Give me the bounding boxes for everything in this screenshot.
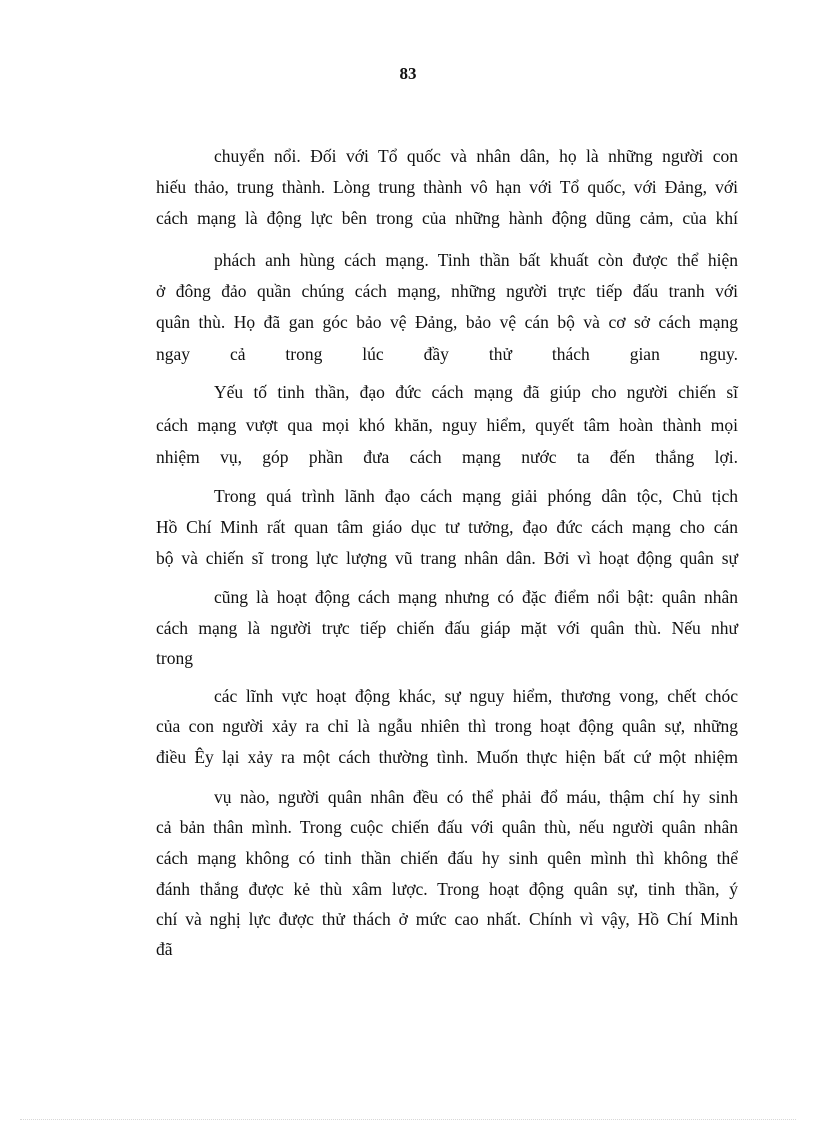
- text-line: điều Êy lại xảy ra một cách thường tình. Muốn thực hiện bất cứ một nhiệm: [156, 747, 738, 767]
- text-line: ở đông đảo quần chúng cách mạng, những người trực tiếp đấu tranh với: [156, 281, 738, 301]
- text-line: cả bản thân mình. Trong cuộc chiến đấu với quân thù, nếu người quân nhân: [156, 817, 738, 837]
- text-line: Hồ Chí Minh rất quan tâm giáo dục tư tưởng, đạo đức cách mạng cho cán: [156, 517, 738, 537]
- text-line: nhiệm vụ, góp phần đưa cách mạng nước ta đến thắng lợi.: [156, 447, 738, 467]
- text-line: hiếu thảo, trung thành. Lòng trung thành vô hạn với Tổ quốc, với Đảng, với: [156, 177, 738, 197]
- page-number: 83: [399, 64, 417, 83]
- text-line: Yếu tố tinh thần, đạo đức cách mạng đã giúp cho người chiến sĩ: [214, 382, 738, 402]
- text-line: cũng là hoạt động cách mạng nhưng có đặc điểm nổi bật: quân nhân: [214, 587, 738, 607]
- text-line: chuyển nổi. Đối với Tổ quốc và nhân dân, họ là những người con: [214, 146, 738, 166]
- text-line: cách mạng không có tinh thần chiến đấu hy sinh quên mình thì không thể: [156, 848, 738, 868]
- page-bottom-border: [20, 1119, 796, 1120]
- text-line: các lĩnh vực hoạt động khác, sự nguy hiểm, thương vong, chết chóc: [214, 686, 738, 706]
- text-line: cách mạng vượt qua mọi khó khăn, nguy hiểm, quyết tâm hoàn thành mọi: [156, 415, 738, 435]
- text-line: chí và nghị lực được thử thách ở mức cao nhất. Chính vì vậy, Hồ Chí Minh: [156, 909, 738, 929]
- text-line: trong: [156, 648, 193, 668]
- text-line: Trong quá trình lãnh đạo cách mạng giải phóng dân tộc, Chủ tịch: [214, 486, 738, 506]
- text-line: bộ và chiến sĩ trong lực lượng vũ trang nhân dân. Bởi vì hoạt động quân sự: [156, 548, 738, 568]
- text-line: cách mạng là người trực tiếp chiến đấu giáp mặt với quân thù. Nếu như: [156, 618, 738, 638]
- text-line: phách anh hùng cách mạng. Tinh thần bất khuất còn được thể hiện: [214, 250, 738, 270]
- text-line: đã: [156, 939, 173, 959]
- text-line: cách mạng là động lực bên trong của những hành động dũng cảm, của khí: [156, 208, 738, 228]
- text-line: quân thù. Họ đã gan góc bảo vệ Đảng, bảo vệ cán bộ và cơ sở cách mạng: [156, 312, 738, 332]
- text-line: vụ nào, người quân nhân đều có thể phải đổ máu, thậm chí hy sinh: [214, 787, 738, 807]
- text-line: của con người xảy ra chỉ là ngẫu nhiên thì trong hoạt động quân sự, những: [156, 716, 738, 736]
- text-line: đánh thắng được kẻ thù xâm lược. Trong hoạt động quân sự, tinh thần, ý: [156, 879, 738, 899]
- text-line: ngay cả trong lúc đầy thử thách gian nguy.: [156, 344, 738, 364]
